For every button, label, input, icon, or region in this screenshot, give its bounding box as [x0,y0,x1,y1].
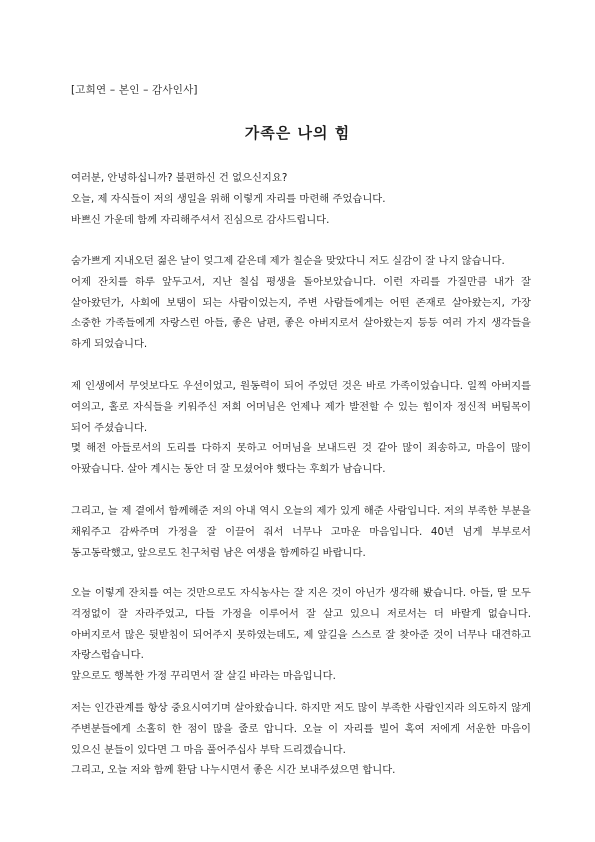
paragraph-children [71,583,531,687]
paragraph-line: 여러분, 안녕하십니까? 불편하신 건 없으신지요? [71,172,288,184]
paragraph-line: 숨가쁘게 지내오던 젊은 날이 엊그제 같은데 제가 칠순을 맞았다니 저도 실감이 잘 나지 않습니다. [71,255,505,267]
paragraph-line: 그리고, 늘 제 곁에서 함께해준 저의 아내 역시 오늘의 제가 있게 해준 사람입니다. 저의 부족한 부분을 채워주고 감싸주며 가정을 잘 이끌어 줘서 너무나 고마운 마음입니다. 40년 넘게 부부로서 동고동락했고, 앞으로도 친구처럼 남은 여생을 함께하길 바랍니다. [71,505,531,559]
paragraph-reflection [71,251,531,355]
paragraph-line: 어제 잔치를 하루 앞두고서, 지난 칠십 평생을 돌아보았습니다. 이런 자리를 가질만큼 내가 잘 살아왔던가, 사회에 보탬이 되는 사람이었는지, 주변 사람들에게는 어떤 존재로 살아왔는지, 가장 소중한 가족들에게 자랑스런 아들, 좋은 남편, 좋은 아버지로서 살아왔는지 등등 여러 가지 생각들을 하게 되었습니다. [71,275,531,351]
paragraph-line: 몇 해전 아들로서의 도리를 다하지 못하고 어머님을 보내드린 것 같아 많이 죄송하고, 마음이 많이 아팠습니다. 살아 계시는 동안 더 잘 모셨어야 했다는 후회가 남습니다. [71,442,531,476]
paragraph-line: 저는 인간관계를 항상 중요시여기며 살아왔습니다. 하지만 저도 많이 부족한 사람인지라 의도하지 않게 주변분들에게 소홀히 한 점이 많을 줄로 압니다. 오늘 이 자리를 빌어 혹여 저에게 서운한 마음이 있으신 분들이 있다면 그 마음 풀어주십사 부탁 드리겠습니다. [71,702,531,756]
paragraph-line: 오늘 이렇게 잔치를 여는 것만으로도 자식농사는 잘 지은 것이 아닌가 생각해 봤습니다. 아들, 딸 모두 걱정없이 잘 자라주었고, 다들 가정을 이루어서 잘 살고 있으니 저로서는 더 바랄게 없습니다. 아버지로서 많은 뒷받침이 되어주지 못하였는데도, 제 앞길을 스스로 잘 찾아준 것이 너무나 대견하고 자랑스럽습니다. [71,587,531,662]
paragraph-line: 바쁘신 가운데 함께 자리해주셔서 진심으로 감사드립니다. [71,213,330,226]
paragraph-line: 제 인생에서 무엇보다도 우선이었고, 원동력이 되어 주었던 것은 바로 가족이었습니다. 일찍 아버지를 여의고, 홀로 자식들을 키워주신 저희 어머님은 언제나 제가 발전할 수 있는 힘이자 정신적 버팀목이 되어 주셨습니다. [71,380,531,434]
paragraph-family-mother [71,376,531,480]
paragraph-line: 앞으로도 행복한 가정 꾸리면서 잘 살길 바라는 마음입니다. [71,670,336,683]
document-header-tag: [고희연 – 본인 – 감사인사] [71,84,198,96]
paragraph-line: 오늘, 제 자식들이 저의 생일을 위해 이렇게 자리를 마련해 주었습니다. [71,192,386,205]
paragraph-wife [71,501,531,563]
document-title: 가족은 나의 힘 [244,124,351,142]
paragraph-line: 그리고, 오늘 저와 함께 환담 나누시면서 좋은 시간 보내주셨으면 합니다. [71,764,396,777]
paragraph-greeting [71,168,531,230]
paragraph-closing [71,698,531,781]
